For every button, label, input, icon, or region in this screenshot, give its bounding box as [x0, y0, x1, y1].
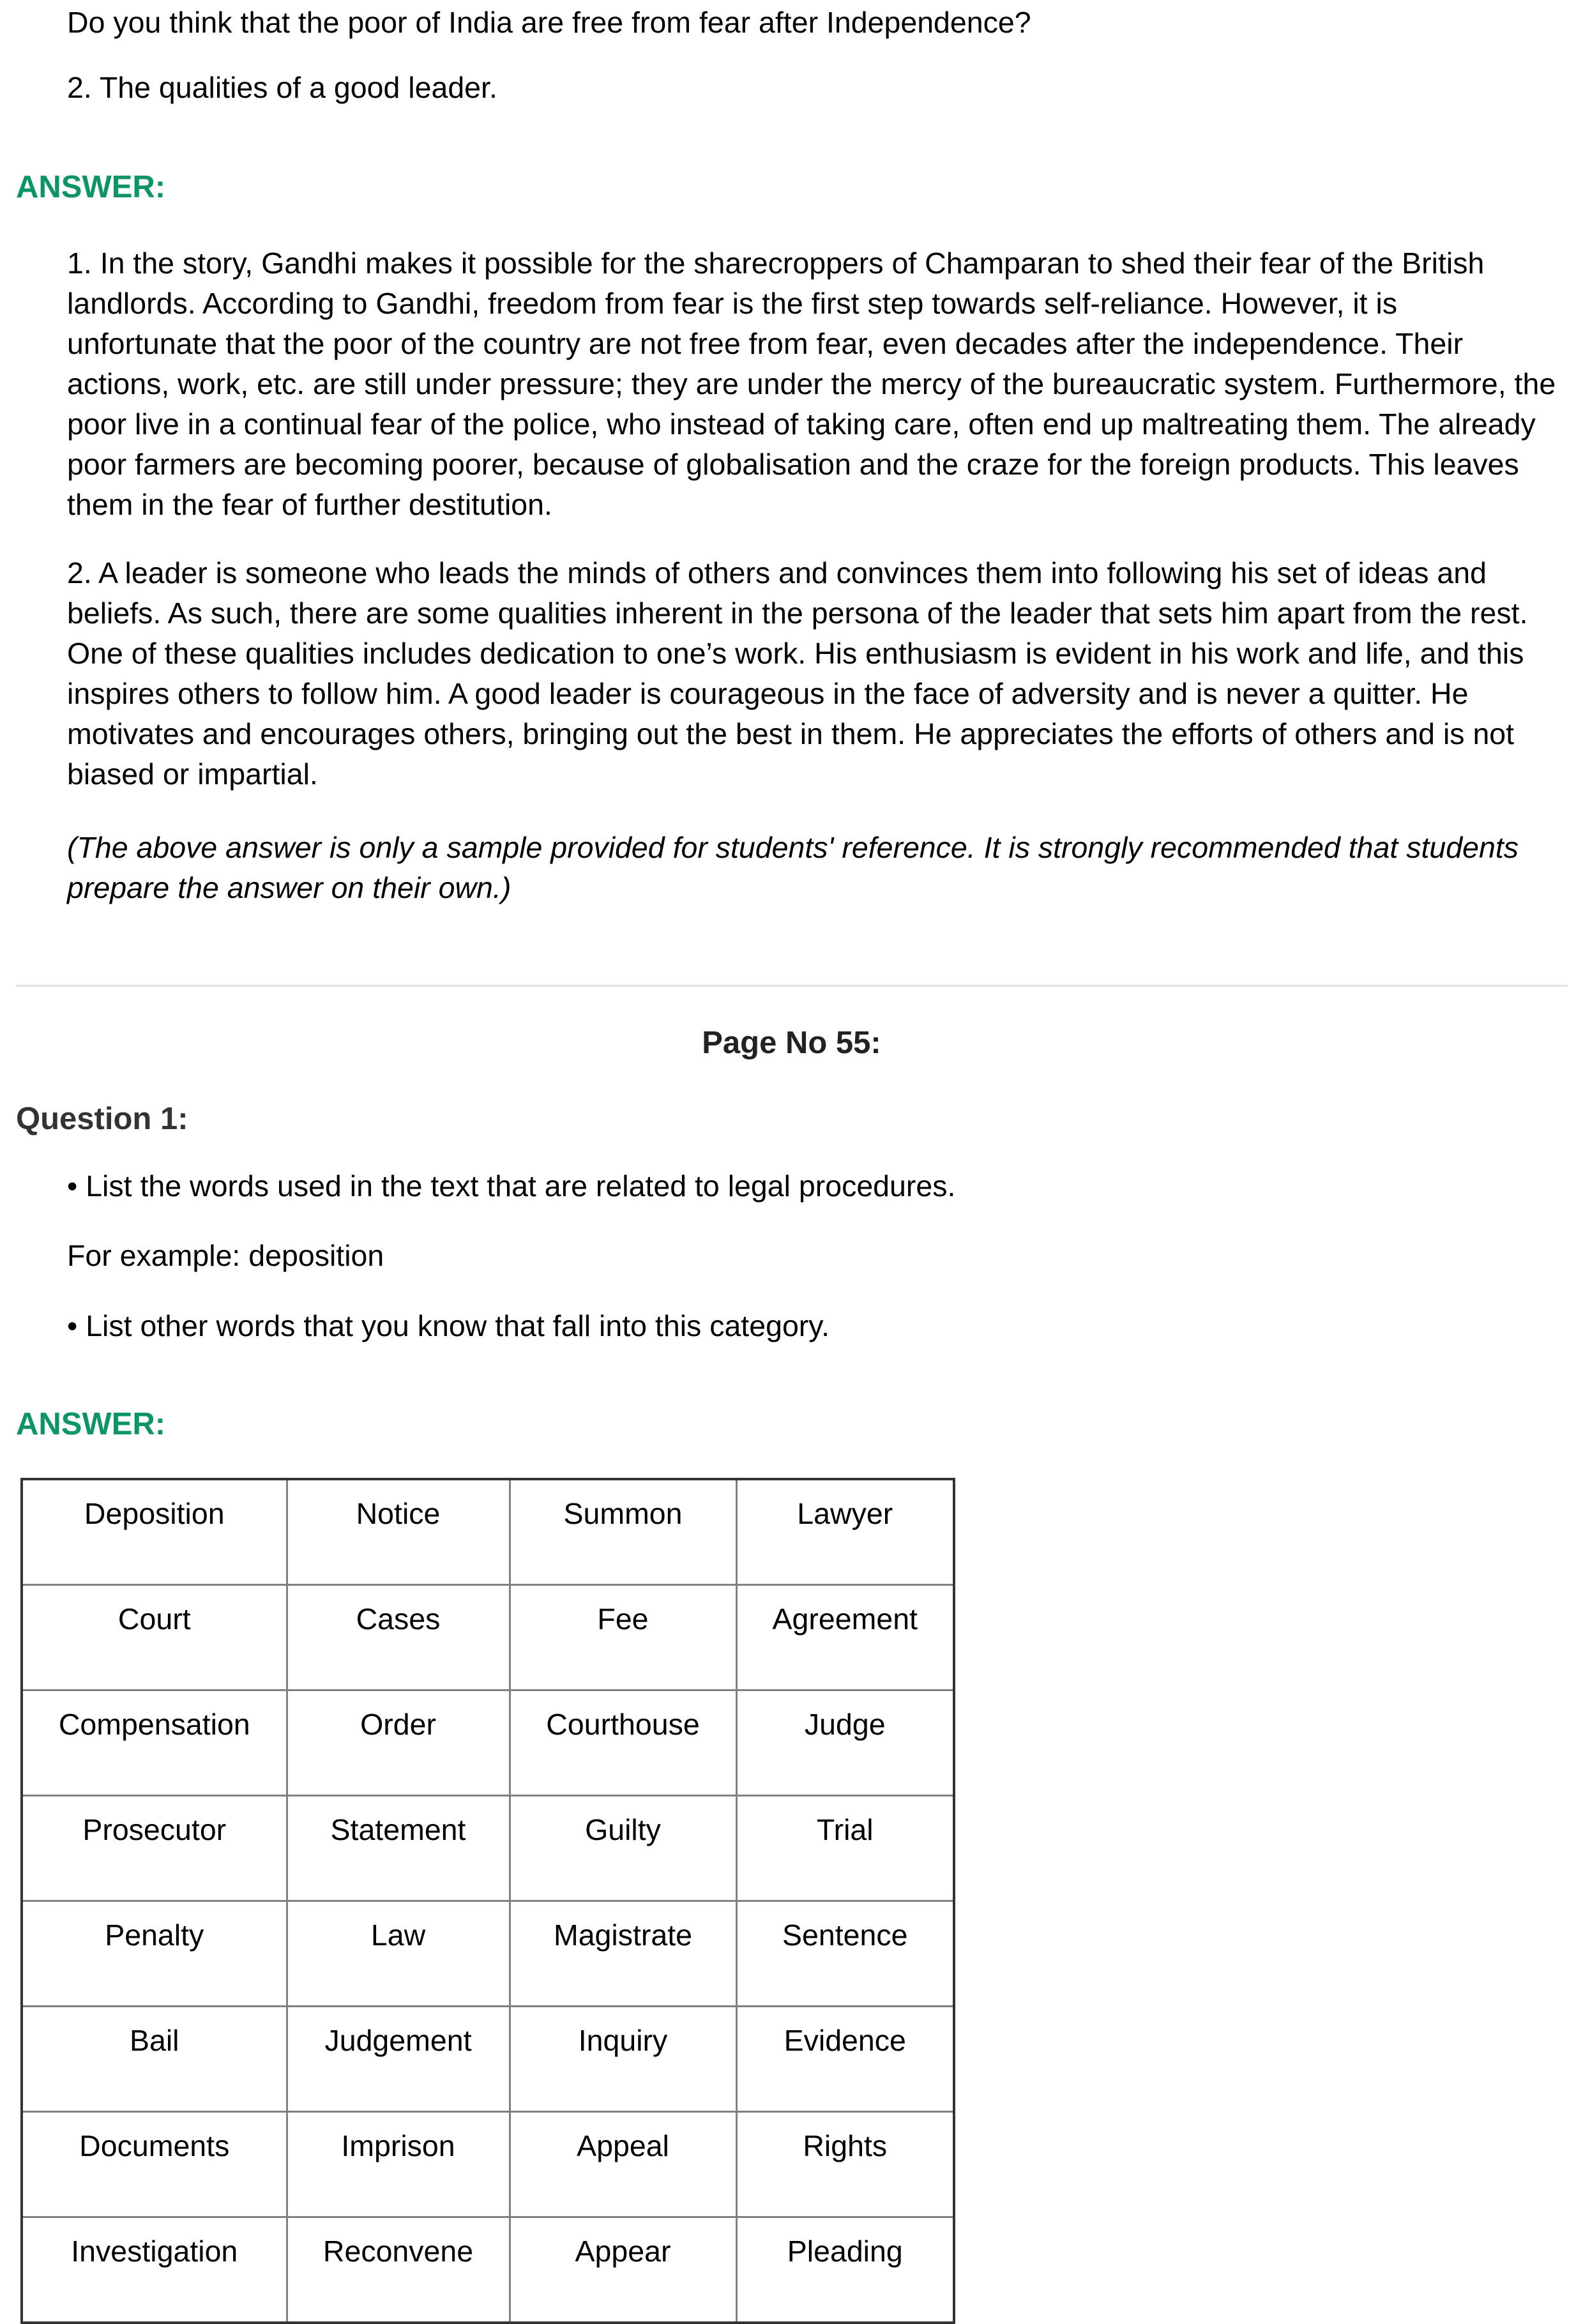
table-cell: Order [287, 1690, 510, 1796]
question-item-2: 2. The qualities of a good leader. [67, 71, 497, 104]
table-cell: Summon [510, 1479, 736, 1585]
legal-words-table [20, 1478, 955, 2324]
table-cell: Prosecutor [22, 1796, 287, 1901]
text-line: them in the fear of further destitution. [67, 488, 552, 521]
table-cell: Guilty [510, 1796, 736, 1901]
page-number-heading: Page No 55: [702, 1026, 881, 1060]
table-cell: Deposition [22, 1479, 287, 1585]
table-cell: Pleading [736, 2217, 954, 2323]
table-cell: Bail [22, 2007, 287, 2112]
question-bullet-2: • List other words that you know that fall into this category. [67, 1309, 830, 1342]
answer-label: ANSWER: [16, 1407, 166, 1441]
table-row [22, 1796, 954, 1901]
text-line: One of these qualities includes dedication to one’s work. His enthusiasm is evident in his work and life, and this [67, 637, 1524, 670]
table-cell: Evidence [736, 2007, 954, 2112]
question-example: For example: deposition [67, 1239, 384, 1272]
table-cell: Cases [287, 1585, 510, 1690]
question-text: Do you think that the poor of India are free from fear after Independence? [67, 6, 1031, 39]
table-cell: Investigation [22, 2217, 287, 2323]
table-row [22, 2217, 954, 2323]
text-line: unfortunate that the poor of the country are not free from fear, even decades after the independence. Their [67, 327, 1464, 360]
text-line: inspires others to follow him. A good leader is courageous in the face of adversity and is never a quitter. He [67, 677, 1469, 710]
table-row [22, 1901, 954, 2007]
answer-paragraph-2 [67, 553, 1580, 794]
table-cell: Notice [287, 1479, 510, 1585]
text-line: 1. In the story, Gandhi makes it possible for the sharecroppers of Champaran to shed their fear of the British [67, 247, 1485, 280]
table-cell: Lawyer [736, 1479, 954, 1585]
table-cell: Inquiry [510, 2007, 736, 2112]
table-cell: Rights [736, 2112, 954, 2217]
table-cell: Court [22, 1585, 287, 1690]
text-line: landlords. According to Gandhi, freedom from fear is the first step towards self-reliance. However, it is [67, 287, 1398, 320]
table-cell: Trial [736, 1796, 954, 1901]
table-cell: Penalty [22, 1901, 287, 2007]
text-line: poor farmers are becoming poorer, because of globalisation and the craze for the foreign products. This leaves [67, 448, 1519, 481]
answer-label: ANSWER: [16, 170, 166, 204]
table-cell: Judge [736, 1690, 954, 1796]
table-cell: Reconvene [287, 2217, 510, 2323]
table-cell: Documents [22, 2112, 287, 2217]
table-cell: Law [287, 1901, 510, 2007]
table-cell: Courthouse [510, 1690, 736, 1796]
table-cell: Sentence [736, 1901, 954, 2007]
table-cell: Fee [510, 1585, 736, 1690]
table-row [22, 2007, 954, 2112]
table-cell: Agreement [736, 1585, 954, 1690]
table-body [22, 1479, 954, 2323]
text-line: actions, work, etc. are still under pressure; they are under the mercy of the bureaucratic system. Furthermore, the [67, 367, 1556, 400]
table-row [22, 1479, 954, 1585]
text-line: biased or impartial. [67, 757, 318, 791]
question-bullet-1: • List the words used in the text that are related to legal procedures. [67, 1169, 956, 1203]
disclaimer-note [67, 828, 1580, 908]
table-cell: Judgement [287, 2007, 510, 2112]
table-row [22, 1585, 954, 1690]
table-cell: Appear [510, 2217, 736, 2323]
text-line: beliefs. As such, there are some qualities inherent in the persona of the leader that sets him apart from the rest. [67, 596, 1528, 630]
table-row [22, 1690, 954, 1796]
question-label: Question 1: [16, 1102, 188, 1136]
answer-paragraph-1 [67, 243, 1580, 525]
table-cell: Statement [287, 1796, 510, 1901]
text-line: motivates and encourages others, bringing out the best in them. He appreciates the efforts of others and is not [67, 717, 1515, 750]
text-line: poor live in a continual fear of the police, who instead of taking care, often end up maltreating them. The already [67, 407, 1536, 441]
table-row [22, 2112, 954, 2217]
table-cell: Compensation [22, 1690, 287, 1796]
table-cell: Imprison [287, 2112, 510, 2217]
table-cell: Magistrate [510, 1901, 736, 2007]
text-line: (The above answer is only a sample provided for students' reference. It is strongly recommended that students [67, 831, 1519, 864]
text-line: prepare the answer on their own.) [67, 871, 511, 904]
table-cell: Appeal [510, 2112, 736, 2217]
text-line: 2. A leader is someone who leads the minds of others and convinces them into following his set of ideas and [67, 556, 1487, 589]
section-divider [16, 985, 1568, 987]
